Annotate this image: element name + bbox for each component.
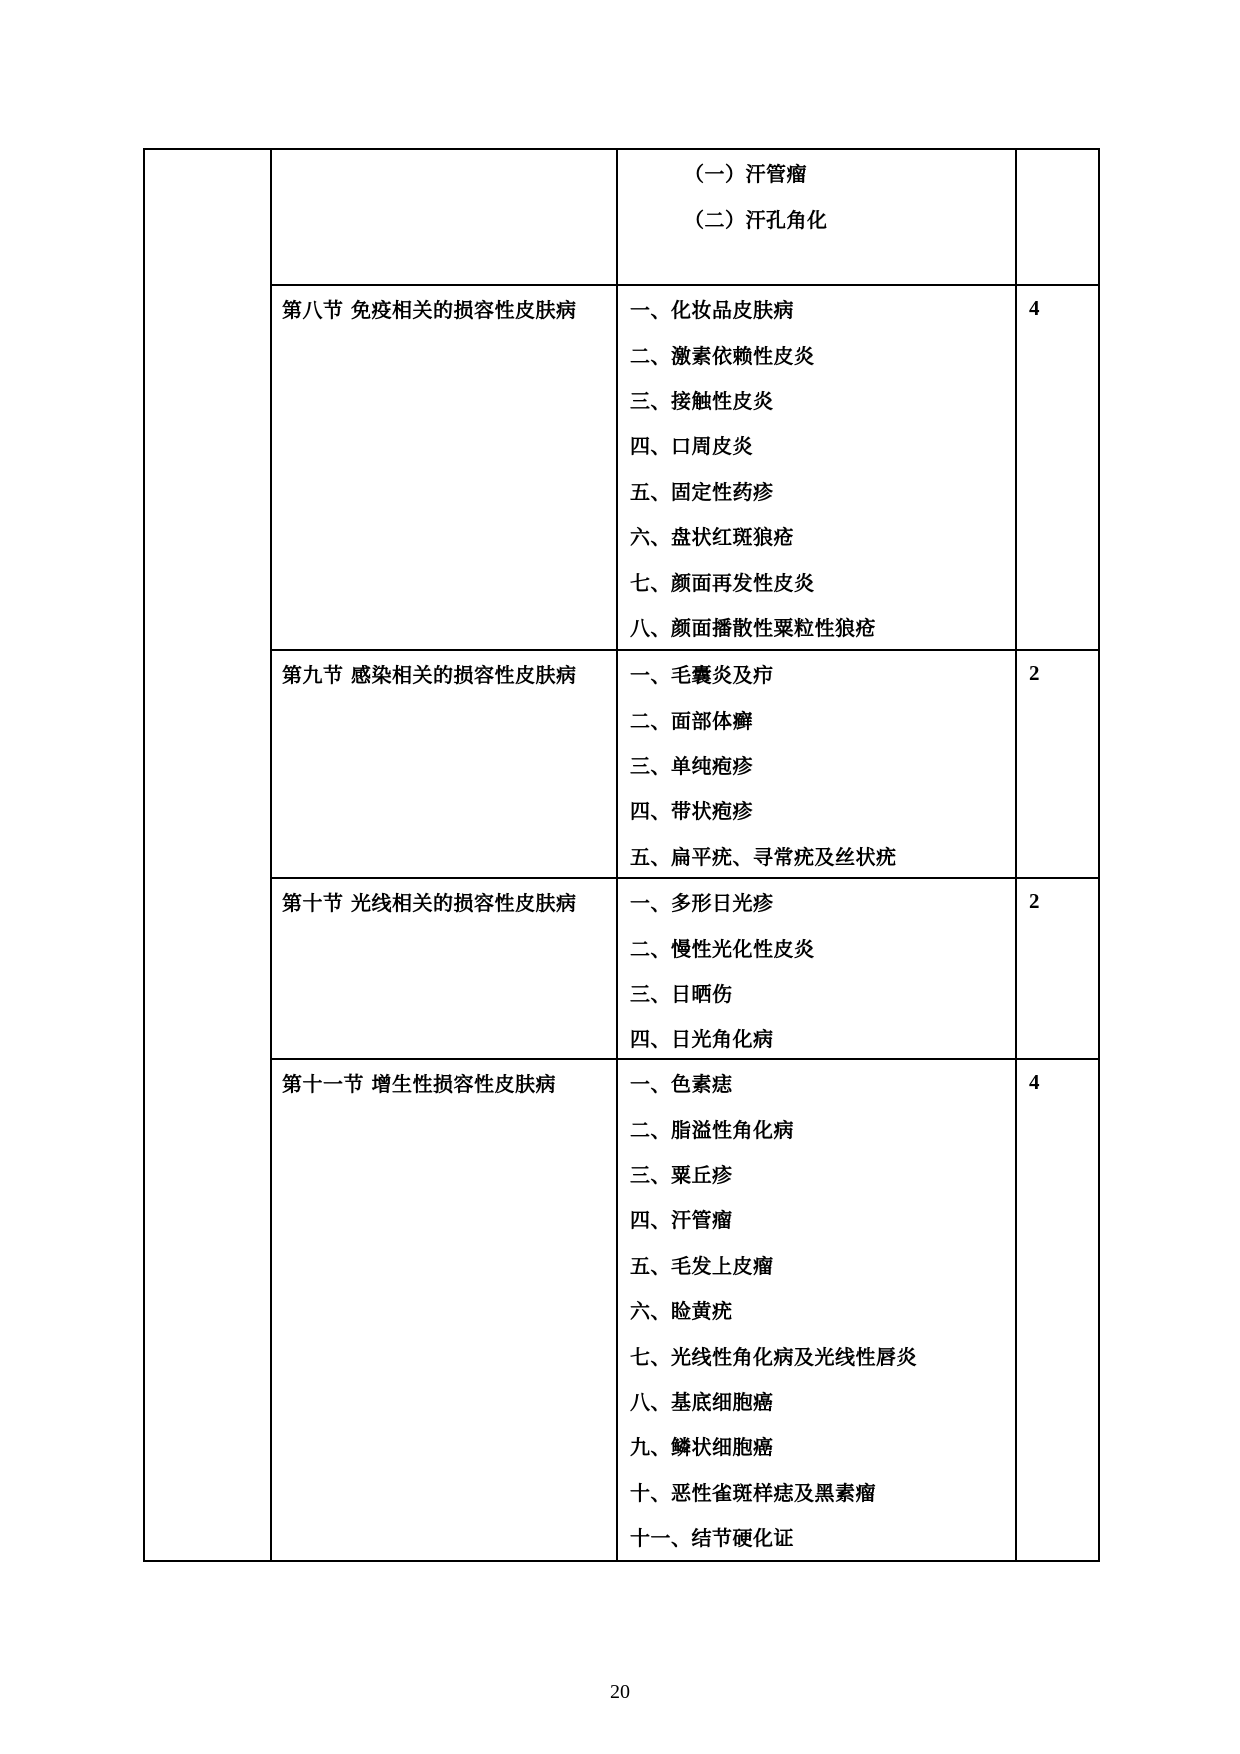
syllabus-table [143,148,1100,1562]
course-item: 四、口周皮炎 [630,434,753,459]
hours-value: 4 [1029,1070,1040,1095]
course-item: 二、面部体癣 [630,708,753,733]
hours-value: 2 [1029,661,1040,686]
course-item: 七、光线性角化病及光线性唇炎 [630,1344,917,1369]
items-cell [618,1060,1017,1560]
course-item: （一）汗管瘤 [684,162,807,187]
section-title-cell [272,286,618,649]
course-item: 八、基底细胞癌 [630,1389,774,1414]
hours-cell [1017,879,1098,1058]
items-cell [618,651,1017,877]
hours-cell [1017,1060,1098,1560]
hours-cell [1017,651,1098,877]
course-item: 二、脂溢性角化病 [630,1117,794,1142]
course-item: 一、多形日光疹 [630,891,774,916]
course-item: 九、鳞状细胞癌 [630,1435,774,1460]
section-title: 第十一节 增生性损容性皮肤病 [282,1072,556,1097]
table-row [272,651,1098,879]
course-item: 六、睑黄疣 [630,1299,733,1324]
course-item: 一、毛囊炎及疖 [630,663,774,688]
table-row [272,286,1098,651]
course-item: 三、单纯疱疹 [630,753,753,778]
course-item: 二、激素依赖性皮炎 [630,343,815,368]
section-title: 第九节 感染相关的损容性皮肤病 [282,663,577,688]
table-row [272,879,1098,1060]
hours-value: 4 [1029,296,1040,321]
course-item: 五、扁平疣、寻常疣及丝状疣 [630,844,897,869]
course-item: 二、慢性光化性皮炎 [630,936,815,961]
section-title-cell [272,150,618,284]
section-title [282,150,616,195]
items-cell [618,150,1017,284]
course-item: 五、固定性药疹 [630,479,774,504]
items-cell [618,879,1017,1058]
course-item: （二）汗孔角化 [684,207,828,232]
course-item: 三、粟丘疹 [630,1162,733,1187]
course-item: 四、日光角化病 [630,1027,774,1052]
course-item: 四、带状疱疹 [630,799,753,824]
hours-value: 2 [1029,889,1040,914]
course-item: 十一、结节硬化证 [630,1526,794,1551]
section-title-cell [272,879,618,1058]
course-item: 七、颜面再发性皮炎 [630,570,815,595]
table-main-columns [272,150,1098,1560]
section-title: 第八节 免疫相关的损容性皮肤病 [282,298,577,323]
table-row [272,150,1098,286]
course-item: 一、化妆品皮肤病 [630,298,794,323]
table-row [272,1060,1098,1560]
spacer-column [145,150,272,1560]
hours-cell [1017,150,1098,284]
course-item: 五、毛发上皮瘤 [630,1253,774,1278]
course-item: 一、色素痣 [630,1072,733,1097]
course-item: 三、日晒伤 [630,981,733,1006]
course-item: 三、接触性皮炎 [630,388,774,413]
course-item: 八、颜面播散性粟粒性狼疮 [630,615,876,640]
section-title-cell [272,651,618,877]
section-title: 第十节 光线相关的损容性皮肤病 [282,891,577,916]
items-cell [618,286,1017,649]
course-item: 十、恶性雀斑样痣及黑素瘤 [630,1480,876,1505]
page-number: 20 [610,1681,630,1703]
hours-cell [1017,286,1098,649]
course-item: 六、盘状红斑狼疮 [630,525,794,550]
hours-value [1029,150,1098,195]
section-title-cell [272,1060,618,1560]
course-item: 四、汗管瘤 [630,1208,733,1233]
